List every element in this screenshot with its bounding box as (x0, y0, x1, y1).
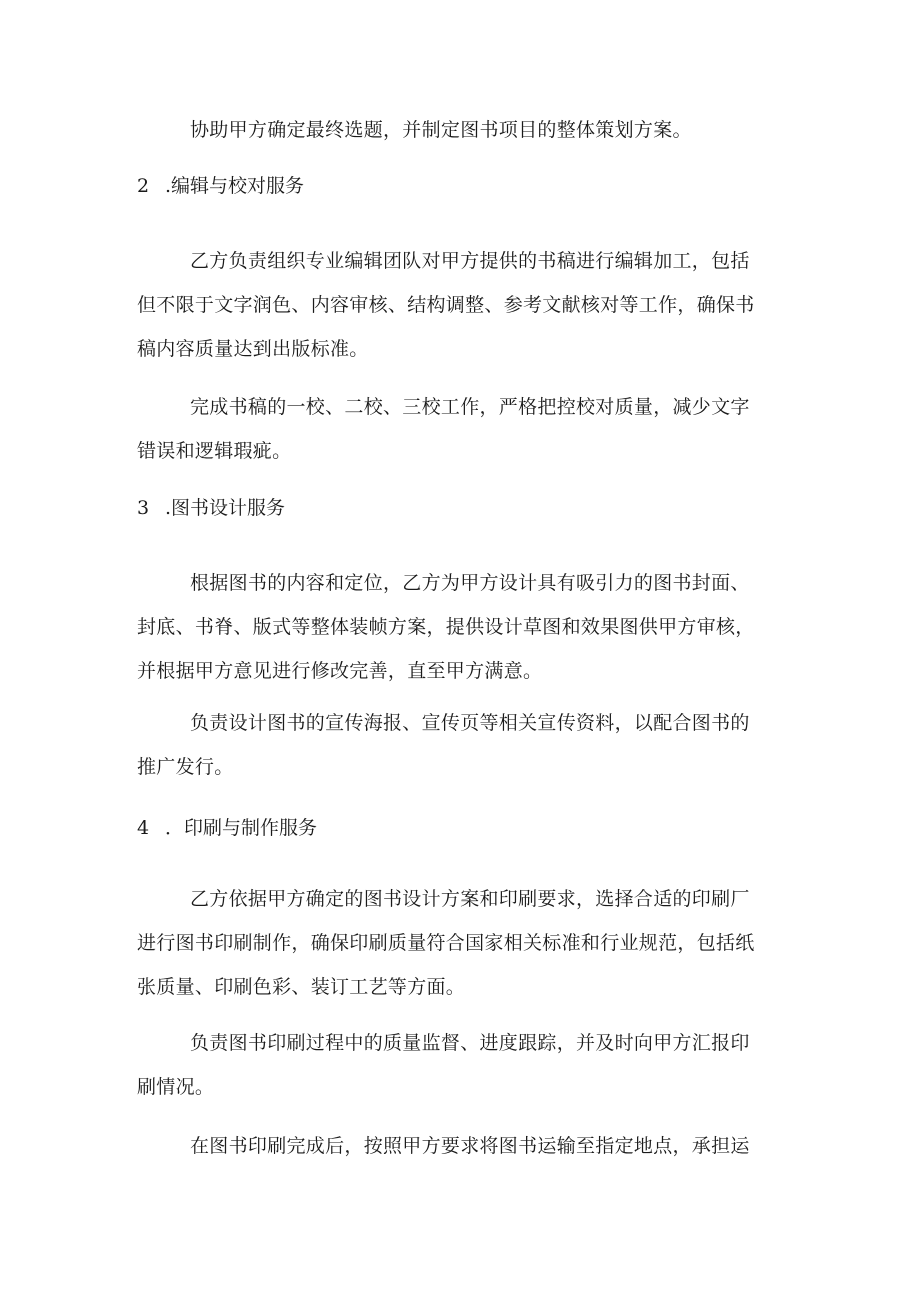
text-line: 协助甲方确定最终选题，并制定图书项目的整体策划方案。 (190, 119, 692, 141)
section-number: 2 (137, 175, 150, 197)
text-line: 根据图书的内容和定位，乙方为甲方设计具有吸引力的图书封面、 (190, 572, 750, 594)
paragraph-3 (137, 385, 787, 473)
text-line: 并根据甲方意见进行修改完善，直至甲方满意。 (137, 660, 543, 682)
paragraph-1 (137, 108, 840, 152)
text-line: 乙方依据甲方确定的图书设计方案和印刷要求，选择合适的印刷厂 (190, 888, 750, 910)
text-line: 乙方负责组织专业编辑团队对甲方提供的书稿进行编辑加工，包括 (190, 250, 750, 272)
section-title: .编辑与校对服务 (165, 175, 305, 197)
text-line: 但不限于文字润色、内容审核、结构调整、参考文献核对等工作，确保书 (137, 294, 755, 316)
section-number: 4 (137, 817, 150, 839)
paragraph-5 (137, 701, 787, 789)
text-line: 进行图书印刷制作，确保印刷质量符合国家相关标准和行业规范，包括纸 (137, 932, 755, 954)
paragraph-8 (137, 1124, 787, 1168)
text-line: 完成书稿的一校、二校、三校工作，严格把控校对质量，减少文字 (190, 396, 750, 418)
section-title: .图书设计服务 (165, 497, 286, 519)
text-line: 稿内容质量达到出版标准。 (137, 338, 369, 360)
section-heading-4 (137, 806, 317, 850)
paragraph-7 (137, 1021, 787, 1109)
paragraph-2 (137, 239, 787, 371)
text-line: 刷情况。 (137, 1076, 215, 1098)
text-line: 封底、书脊、版式等整体装帧方案，提供设计草图和效果图供甲方审核， (137, 616, 755, 638)
section-heading-3 (137, 486, 285, 530)
text-line: 错误和逻辑瑕疵。 (137, 440, 292, 462)
text-line: 张质量、印刷色彩、装订工艺等方面。 (137, 976, 466, 998)
text-line: 推广发行。 (137, 756, 234, 778)
text-line: 在图书印刷完成后，按照甲方要求将图书运输至指定地点，承担运 (190, 1135, 750, 1157)
paragraph-6 (137, 877, 787, 1009)
section-number: 3 (137, 497, 150, 519)
section-heading-2 (137, 164, 304, 208)
text-line: 负责图书印刷过程中的质量监督、进度跟踪，并及时向甲方汇报印 (190, 1032, 750, 1054)
paragraph-4 (137, 561, 787, 693)
text-line: 负责设计图书的宣传海报、宣传页等相关宣传资料，以配合图书的 (190, 712, 750, 734)
section-title: ．印刷与制作服务 (165, 817, 318, 839)
